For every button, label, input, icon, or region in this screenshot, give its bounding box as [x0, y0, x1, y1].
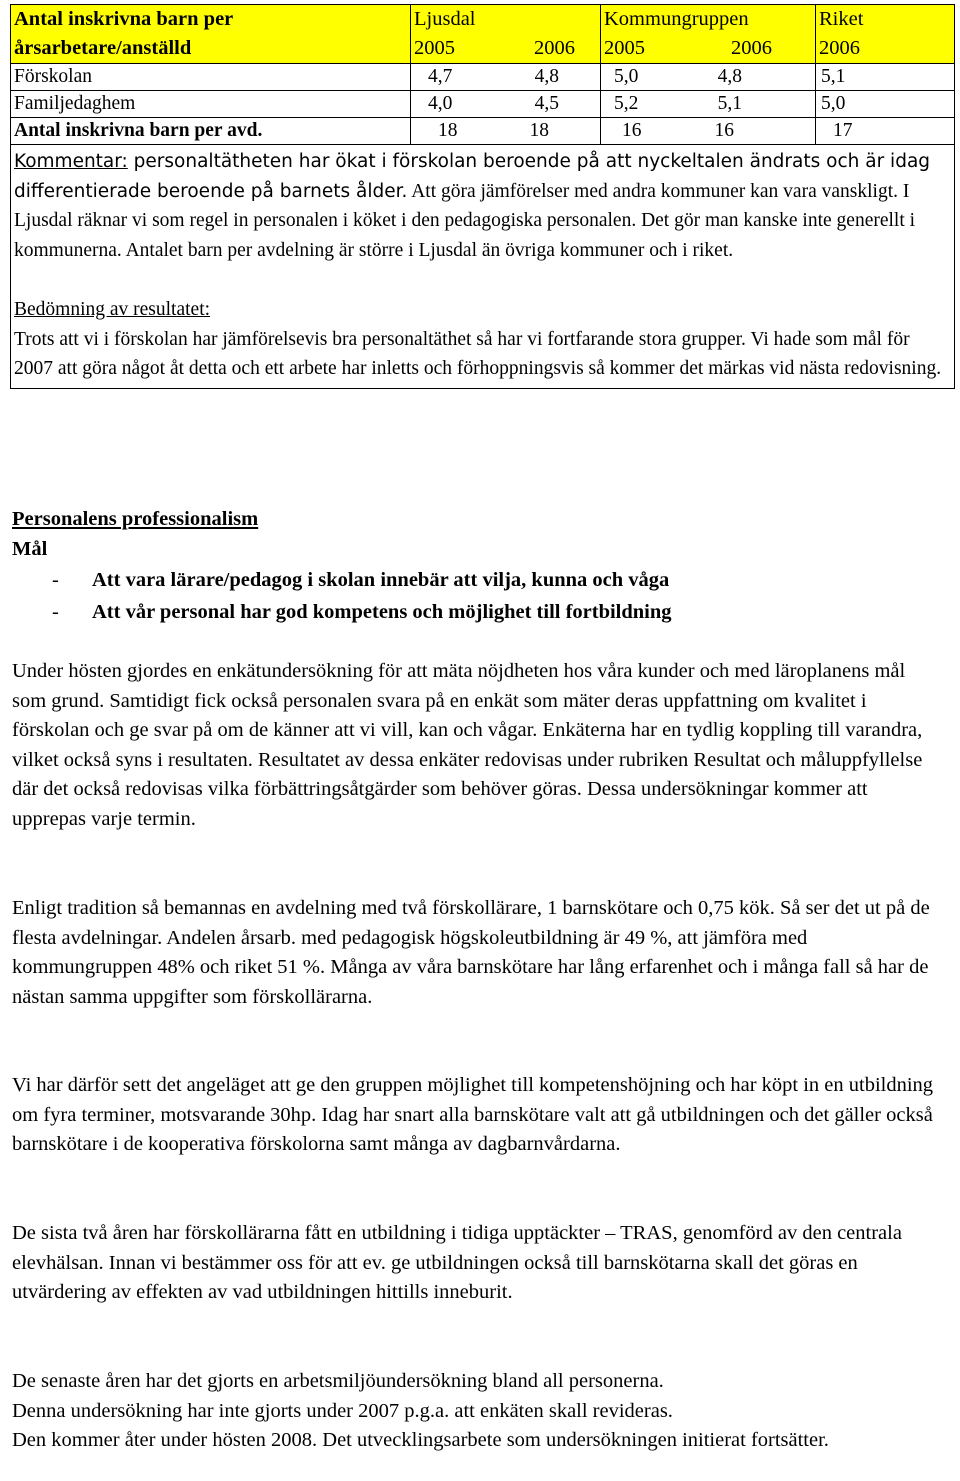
- paragraph: De sista två åren har förskollärarna fått en utbildning i tidiga upptäckter – TRAS, genomförd av den centrala elevhälsan. Innan vi bestämmer oss för att ev. ge utbildningen också till barnskötarna skall det göras en utvärdering av effekten av vad utbildningen hittills inneburit.: [12, 1222, 902, 1304]
- ljusdal-values: [411, 64, 601, 91]
- kommungruppen-values: [601, 64, 816, 91]
- staffing-table: [10, 4, 955, 389]
- assessment-text: Trots att vi i förskolan har jämförelsevis bra personaltäthet så har vi fortfarande stora grupper. Vi hade som mål för 2007 att göra något åt detta och ett arbete har inletts och förhoppningsvis så kommer det märkas vid nästa redovisning.: [14, 328, 942, 379]
- cell-value: 18: [438, 120, 458, 141]
- cell-value: 5,2: [614, 93, 639, 114]
- group-name: Ljusdal: [414, 8, 476, 30]
- table-header-riket: [816, 5, 955, 64]
- assessment-label: Bedömning av resultatet:: [14, 299, 211, 320]
- goal-list: [12, 564, 942, 628]
- kommungruppen-values: [601, 118, 816, 145]
- kommungruppen-values: [601, 91, 816, 118]
- list-item: [12, 564, 942, 596]
- comment-cell: [11, 145, 955, 389]
- year-label: 2005: [414, 37, 455, 59]
- cell-value: 4,8: [717, 66, 742, 87]
- cell-value: 4,0: [428, 93, 453, 114]
- list-item: [12, 596, 942, 628]
- table-header-row: [11, 5, 955, 64]
- table-header-kommungruppen: [601, 5, 816, 64]
- group-name: Kommungruppen: [604, 8, 749, 30]
- goal-text: Att vara lärare/pedagog i skolan innebär att vilja, kunna och våga: [92, 569, 670, 592]
- year-label: 2006: [731, 37, 772, 59]
- paragraph: Under hösten gjordes en enkätundersökning för att mäta nöjdheten hos våra kunder och med läroplanens mål som grund. Samtidigt fick också personalen svara på en enkät som mäter deras uppfattning om kvalitet i förskolan och ge svar på om de känner att vi vill, kan och vågar. Enkäterna har en tydlig koppling till varandra, vilket också syns i resultaten. Resultatet av dessa enkäter redovisas under rubriken Resultat och måluppfyllelse där det också redovisas vilka förbättringsåtgärder som behöver göras. Dessa undersökningar kommer att upprepas varje termin.: [12, 660, 923, 830]
- table-header-ljusdal: [411, 5, 601, 64]
- row-label: Familjedaghem: [11, 91, 411, 118]
- paragraph-training: [12, 1071, 942, 1160]
- table-row: [11, 118, 955, 145]
- section-heading: Personalens professionalism: [12, 508, 259, 530]
- goal-heading: Mål: [12, 537, 48, 560]
- cell-value: 4,7: [428, 66, 453, 87]
- table-header-label: Antal inskrivna barn per årsarbetare/anställd: [11, 5, 411, 64]
- cell-value: 17: [833, 120, 853, 141]
- year-label: 2006: [819, 37, 860, 59]
- dash-marker: -: [52, 601, 59, 624]
- cell-value: 18: [529, 120, 549, 141]
- comment-label: Kommentar:: [14, 151, 128, 172]
- table-row: [11, 91, 955, 118]
- paragraph: Vi har därför sett det angeläget att ge den gruppen möjlighet till kompetenshöjning och har köpt in en utbildning om fyra terminer, motsvarande 30hp. Idag har snart alla barnskötare valt att gå utbildningen och det gäller också barnskötare i de kooperativa förskolorna samt många av dagbarnvårdarna.: [12, 1074, 934, 1156]
- group-name: Riket: [819, 8, 864, 30]
- comment-text-serif: Att göra jämförelser med andra kommuner kan vara vanskligt. I Ljusdal räknar vi som regel in personalen i köket i den pedagogiska personalen. Det gör man kanske inte generellt i kommunerna. Antalet barn per avdelning är större i Ljusdal än övriga kommuner och i riket.: [14, 180, 916, 261]
- comment-text-sans: personaltätheten har ökat i förskolan beroende på att nyckeltalen ändrats och är idag differentierade beroende på barnets ålder.: [14, 151, 931, 202]
- paragraph-survey: [12, 657, 942, 835]
- cell-value: 16: [714, 120, 734, 141]
- row-label: Förskolan: [11, 64, 411, 91]
- paragraph-closing: [12, 1367, 942, 1456]
- professionalism-section: [12, 505, 942, 628]
- table-row: [11, 64, 955, 91]
- closing-line: Den kommer åter under hösten 2008. Det utvecklingsarbete som undersökningen initierat fortsätter.: [12, 1429, 829, 1452]
- riket-value: [816, 118, 955, 145]
- table-comment-row: [11, 145, 955, 389]
- year-label: 2005: [604, 37, 645, 59]
- cell-value: 5,0: [614, 66, 639, 87]
- paragraph-tras: [12, 1219, 942, 1308]
- year-label: 2006: [534, 37, 575, 59]
- row-label: Antal inskrivna barn per avd.: [11, 118, 411, 145]
- riket-value: [816, 64, 955, 91]
- cell-value: 5,1: [717, 93, 742, 114]
- riket-value: [816, 91, 955, 118]
- ljusdal-values: [411, 118, 601, 145]
- dash-marker: -: [52, 569, 59, 592]
- goal-text: Att vår personal har god kompetens och möjlighet till fortbildning: [92, 601, 672, 624]
- closing-line: Denna undersökning har inte gjorts under 2007 p.g.a. att enkäten skall revideras.: [12, 1399, 673, 1422]
- paragraph: Enligt tradition så bemannas en avdelning med två förskollärare, 1 barnskötare och 0,75 kök. Så ser det ut på de flesta avdelningar. Andelen årsarb. med pedagogisk högskoleutbildning är 49 %, att jämföra med kommungruppen 48% och riket 51 %. Många av våra barnskötare har lång erfarenhet och i många fall så har de nästan samma uppgifter som förskollärarna.: [12, 897, 930, 1008]
- cell-value: 4,5: [534, 93, 559, 114]
- cell-value: 16: [622, 120, 642, 141]
- cell-value: 5,0: [821, 93, 846, 114]
- cell-value: 5,1: [821, 66, 846, 87]
- ljusdal-values: [411, 91, 601, 118]
- paragraph-staffing: [12, 894, 942, 1012]
- closing-line: De senaste åren har det gjorts en arbetsmiljöundersökning bland all personerna.: [12, 1370, 664, 1392]
- cell-value: 4,8: [534, 66, 559, 87]
